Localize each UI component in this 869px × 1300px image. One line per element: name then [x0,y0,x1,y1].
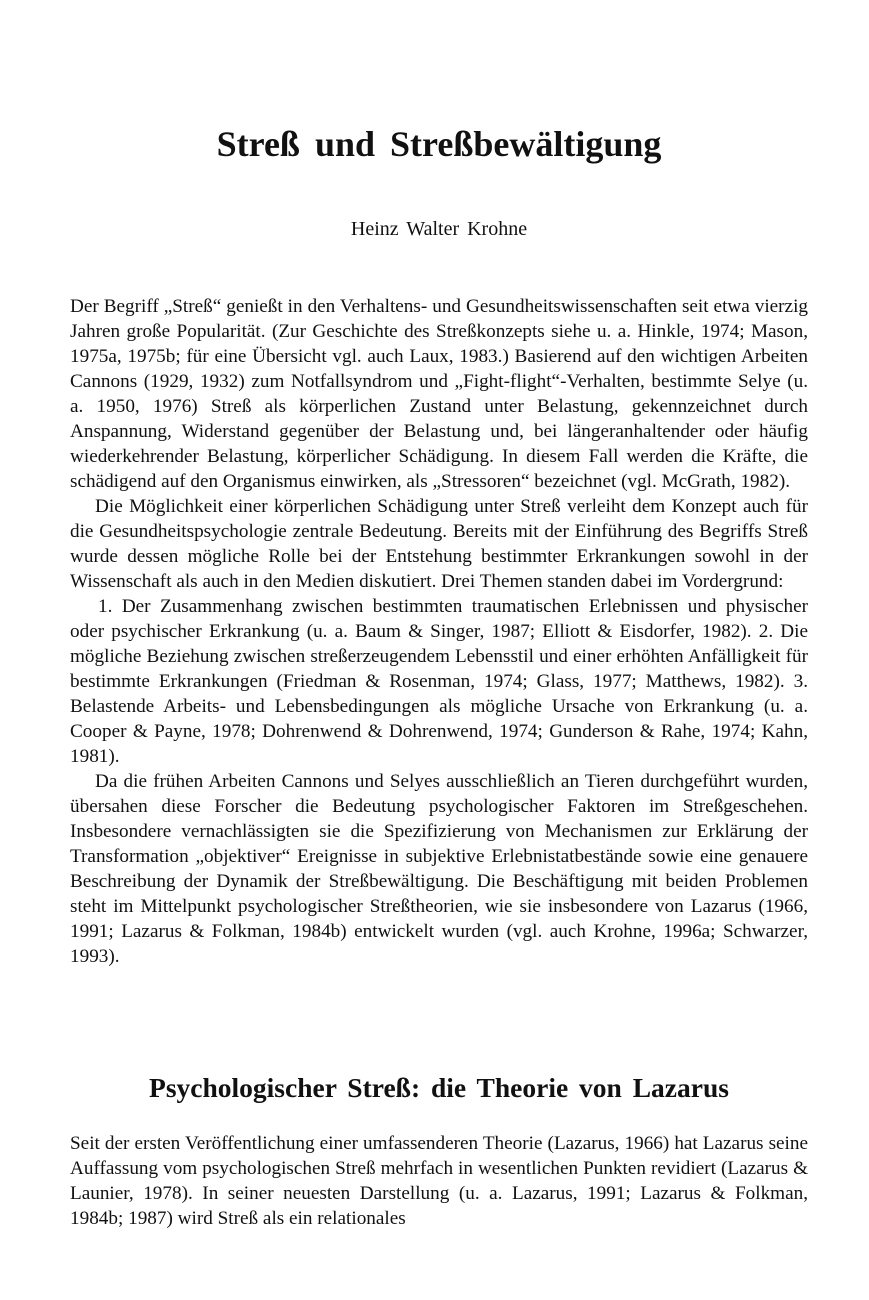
intro-paragraph-2: Die Möglichkeit einer körperlichen Schädigung unter Streß verleiht dem Konzept auch für die Gesundheitspsychologie zentrale Bedeutung. Bereits mit der Einführung des Begriffs Streß wurde dessen mögliche Rolle bei der Entstehung bestimmter Erkrankungen sowohl in der Wissenschaft als auch in den Medien diskutiert. Drei Themen standen dabei im Vordergrund: [70,496,808,592]
section-heading-lazarus: Psychologischer Streß: die Theorie von Lazarus [149,1072,729,1103]
lazarus-section [70,1131,808,1231]
intro-paragraph-1: Der Begriff „Streß“ genießt in den Verhaltens- und Gesundheitswissenschaften seit etwa vierzig Jahren große Popularität. (Zur Geschichte des Streßkonzepts siehe u. a. Hinkle, 1974; Mason, 1975a, 1975b; für eine Übersicht vgl. auch Laux, 1983.) Basierend auf den wichtigen Arbeiten Cannons (1929, 1932) zum Notfallsyndrom und „Fight-flight“-Verhalten, bestimmte Selye (u. a. 1950, 1976) Streß als körperlichen Zustand unter Belastung, gekennzeichnet durch Anspannung, Widerstand gegenüber der Belastung und, bei längeranhaltender oder häufig wiederkehrender Belastung, körperlicher Schädigung. In diesem Fall werden die Kräfte, die schädigend auf den Organismus einwirken, als „Stressoren“ bezeichnet (vgl. McGrath, 1982). [70,296,808,492]
document-title: Streß und Streßbewältigung [216,124,662,164]
lazarus-paragraph-1: Seit der ersten Veröffentlichung einer umfassenderen Theorie (Lazarus, 1966) hat Lazarus seine Auffassung vom psychologischen Streß mehrfach in wesentlichen Punkten revidiert (Lazarus & Launier, 1978). In seiner neuesten Darstellung (u. a. Lazarus, 1991; Lazarus & Folkman, 1984b; 1987) wird Streß als ein relationales [70,1133,808,1229]
intro-paragraph-4: Da die frühen Arbeiten Cannons und Selyes ausschließlich an Tieren durchgeführt wurden, übersahen diese Forscher die Bedeutung psychologischer Faktoren im Streßgeschehen. Insbesondere vernachlässigten sie die Spezifizierung von Mechanismen zur Erklärung der Transformation „objektiver“ Ereignisse in subjektive Erlebnistatbestände sowie eine genauere Beschreibung der Dynamik der Streßbewältigung. Die Beschäftigung mit beiden Problemen steht im Mittelpunkt psychologischer Streßtheorien, wie sie insbesondere von Lazarus (1966, 1991; Lazarus & Folkman, 1984b) entwickelt wurden (vgl. auch Krohne, 1996a; Schwarzer, 1993). [70,771,808,967]
author-name: Heinz Walter Krohne [350,218,528,240]
intro-section [70,294,808,969]
intro-paragraph-3-list: 1. Der Zusammenhang zwischen bestimmten traumatischen Erlebnissen und physischer oder psychischer Erkrankung (u. a. Baum & Singer, 1987; Elliott & Eisdorfer, 1982). 2. Die mögliche Beziehung zwischen streßerzeugendem Lebensstil und einer erhöhten Anfälligkeit für bestimmte Erkrankungen (Friedman & Rosenman, 1974; Glass, 1977; Matthews, 1982). 3. Belastende Arbeits- und Lebensbedingungen als mögliche Ursache von Erkrankung (u. a. Cooper & Payne, 1978; Dohrenwend & Dohrenwend, 1974; Gunderson & Rahe, 1974; Kahn, 1981). [70,596,808,767]
